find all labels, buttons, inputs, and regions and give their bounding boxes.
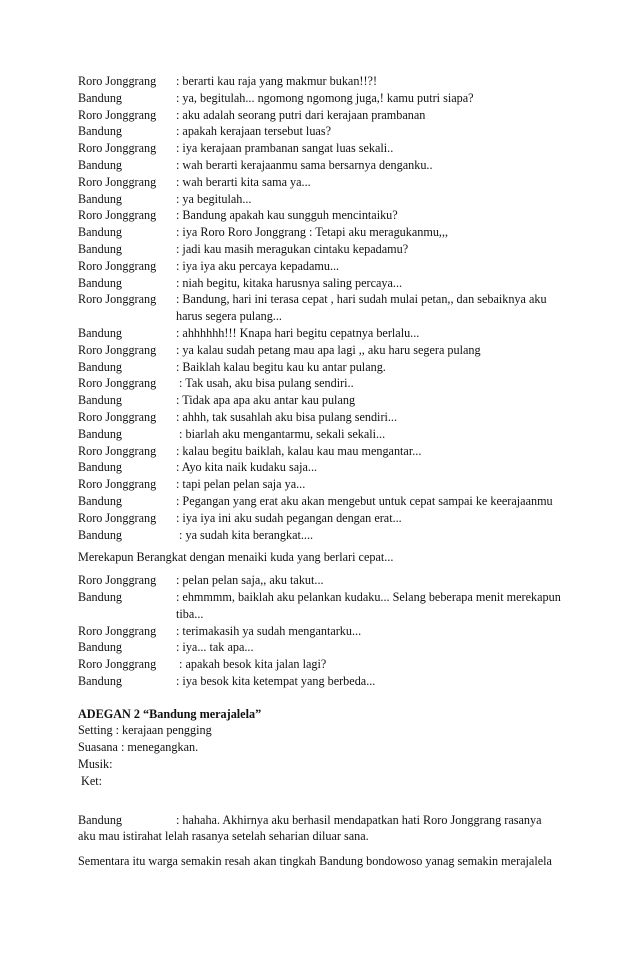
dialogue-line: : jadi kau masih meragukan cintaku kepadamu?	[176, 241, 409, 256]
narration-closing: Sementara itu warga semakin resah akan tingkah Bandung bondowoso yanag semakin merajalela	[78, 854, 552, 869]
dialogue-line: : Tidak apa apa aku antar kau pulang	[176, 393, 356, 408]
dialogue-line: : tapi pelan pelan saja ya...	[176, 477, 306, 492]
dialogue-line: : Ayo kita naik kudaku saja...	[176, 460, 318, 475]
dialogue-line: : ya begitulah...	[176, 191, 252, 206]
dialogue-row	[78, 90, 568, 107]
dialogue-row	[78, 325, 568, 342]
speaker-name: Roro Jonggrang	[78, 409, 157, 424]
dialogue-line: : ya, begitulah... ngomong ngomong juga,! kamu putri siapa?	[176, 90, 474, 105]
speaker-name: Roro Jonggrang	[78, 174, 157, 189]
dialogue-line: : hahaha. Akhirnya aku berhasil mendapatkan hati Roro Jonggrang rasanya	[176, 812, 542, 827]
dialogue-line: : biarlah aku mengantarmu, sekali sekali...	[176, 426, 386, 441]
dialogue-line: : wah berarti kita sama ya...	[176, 174, 311, 189]
speaker-name: Roro Jonggrang	[78, 657, 157, 672]
dialogue-line: : ahhhhhh!!! Knapa hari begitu cepatnya berlalu...	[176, 325, 420, 340]
dialogue-row	[78, 241, 568, 258]
speaker-name: Roro Jonggrang	[78, 141, 157, 156]
dialogue-row	[78, 157, 568, 174]
dialogue-row	[78, 443, 568, 460]
dialogue-row	[78, 409, 568, 426]
dialogue-line: : aku adalah seorang putri dari kerajaan prambanan	[176, 107, 426, 122]
scene-music: Musik:	[78, 757, 113, 772]
dialogue-line: : iya iya ini aku sudah pegangan dengan erat...	[176, 510, 402, 525]
dialogue-row	[78, 207, 568, 224]
dialogue-row	[78, 527, 568, 544]
speaker-name: Bandung	[78, 527, 123, 542]
dialogue-line: : iya Roro Roro Jonggrang : Tetapi aku meragukanmu,,,	[176, 225, 449, 240]
speaker-name: Roro Jonggrang	[78, 376, 157, 391]
speaker-name: Roro Jonggrang	[78, 443, 157, 458]
speaker-name: Bandung	[78, 275, 123, 290]
speaker-name: Bandung	[78, 359, 123, 374]
speaker-name: Bandung	[78, 460, 123, 475]
dialogue-line: : berarti kau raja yang makmur bukan!!?!	[176, 74, 378, 88]
dialogue-line: : apakah kerajaan tersebut luas?	[176, 124, 331, 139]
speaker-name: Roro Jonggrang	[78, 258, 157, 273]
dialogue-row	[78, 426, 568, 443]
dialogue-row	[78, 342, 568, 359]
dialogue-line: : Pegangan yang erat aku akan mengebut untuk cepat sampai ke keerajaanmu	[176, 493, 553, 508]
dialogue-line: : iya... tak apa...	[176, 640, 254, 655]
dialogue-line: : kalau begitu baiklah, kalau kau mau mengantar...	[176, 443, 422, 458]
speaker-name: Bandung	[78, 157, 123, 172]
dialogue-row	[78, 673, 568, 690]
dialogue-line: : ehmmmm, baiklah aku pelankan kudaku... Selang beberapa menit merekapun tiba...	[176, 589, 564, 621]
speaker-name: Bandung	[78, 640, 123, 655]
dialogue-row	[78, 459, 568, 476]
speaker-name: Bandung	[78, 191, 123, 206]
speaker-name: Bandung	[78, 124, 123, 139]
dialogue-row	[78, 639, 568, 656]
dialogue-row	[78, 191, 568, 208]
speaker-name: Bandung	[78, 812, 123, 827]
dialogue-row	[78, 224, 568, 241]
speaker-name: Bandung	[78, 325, 123, 340]
dialogue-line: : niah begitu, kitaka harusnya saling percaya...	[176, 275, 403, 290]
speaker-name: Bandung	[78, 241, 123, 256]
dialogue-row	[78, 623, 568, 640]
spacer	[78, 690, 568, 696]
speaker-name: Bandung	[78, 673, 123, 688]
dialogue-row	[78, 275, 568, 292]
dialogue-line: : wah berarti kerajaanmu sama bersarnya denganku..	[176, 157, 433, 172]
dialogue-line: : iya kerajaan prambanan sangat luas sekali..	[176, 141, 394, 156]
dialogue-row	[78, 375, 568, 392]
script-body	[78, 73, 568, 876]
dialogue-row	[78, 493, 568, 510]
dialogue-row	[78, 572, 568, 589]
speaker-name: Bandung	[78, 393, 123, 408]
speaker-name: Roro Jonggrang	[78, 510, 157, 525]
dialogue-line: : Bandung, hari ini terasa cepat , hari sudah mulai petan,, dan sebaiknya aku harus segera pulang...	[176, 292, 550, 324]
speaker-name: Roro Jonggrang	[78, 342, 157, 357]
dialogue-line: : iya besok kita ketempat yang berbeda...	[176, 673, 376, 688]
dialogue-row	[78, 258, 568, 275]
speaker-name: Roro Jonggrang	[78, 208, 157, 223]
dialogue-row	[78, 291, 568, 325]
dialogue-block-2	[78, 572, 568, 690]
dialogue-line: : pelan pelan saja,, aku takut...	[176, 573, 324, 588]
scene-heading: ADEGAN 2 “Bandung merajalela”	[78, 706, 262, 721]
speaker-name: Bandung	[78, 589, 123, 604]
dialogue-row	[78, 123, 568, 140]
dialogue-line: : Tak usah, aku bisa pulang sendiri..	[176, 376, 354, 391]
dialogue-row	[78, 140, 568, 157]
dialogue-continuation: aku mau istirahat lelah rasanya setelah seharian diluar sana.	[78, 829, 369, 844]
dialogue-row	[78, 476, 568, 493]
dialogue-row	[78, 392, 568, 409]
scene-setting: Setting : kerajaan pengging	[78, 723, 212, 738]
dialogue-line: : ahhh, tak susahlah aku bisa pulang sendiri...	[176, 409, 398, 424]
speaker-name: Bandung	[78, 426, 123, 441]
dialogue-row	[78, 73, 568, 90]
speaker-name: Bandung	[78, 493, 123, 508]
dialogue-row	[78, 359, 568, 376]
speaker-name: Roro Jonggrang	[78, 477, 157, 492]
dialogue-row	[78, 107, 568, 124]
narration-departure: Merekapun Berangkat dengan menaiki kuda yang berlari cepat...	[78, 550, 394, 565]
scene-note: Ket:	[78, 773, 103, 788]
scene-atmosphere: Suasana : menegangkan.	[78, 740, 199, 755]
speaker-name: Bandung	[78, 225, 123, 240]
dialogue-row	[78, 589, 568, 623]
speaker-name: Roro Jonggrang	[78, 74, 157, 88]
speaker-name: Bandung	[78, 90, 123, 105]
dialogue-row	[78, 656, 568, 673]
dialogue-line: : ya sudah kita berangkat....	[176, 527, 314, 542]
dialogue-row	[78, 510, 568, 527]
dialogue-row	[78, 812, 568, 829]
dialogue-line: : Bandung apakah kau sungguh mencintaiku?	[176, 208, 398, 223]
dialogue-line: : ya kalau sudah petang mau apa lagi ,, aku haru segera pulang	[176, 342, 481, 357]
dialogue-line: : iya iya aku percaya kepadamu...	[176, 258, 340, 273]
speaker-name: Roro Jonggrang	[78, 107, 157, 122]
speaker-name: Roro Jonggrang	[78, 573, 157, 588]
dialogue-row	[78, 174, 568, 191]
speaker-name: Roro Jonggrang	[78, 623, 157, 638]
dialogue-block-1	[78, 73, 568, 543]
dialogue-line: : Baiklah kalau begitu kau ku antar pulang.	[176, 359, 386, 374]
dialogue-line: : apakah besok kita jalan lagi?	[176, 657, 327, 672]
dialogue-line: : terimakasih ya sudah mengantarku...	[176, 623, 362, 638]
spacer	[78, 790, 568, 812]
speaker-name: Roro Jonggrang	[78, 292, 157, 307]
